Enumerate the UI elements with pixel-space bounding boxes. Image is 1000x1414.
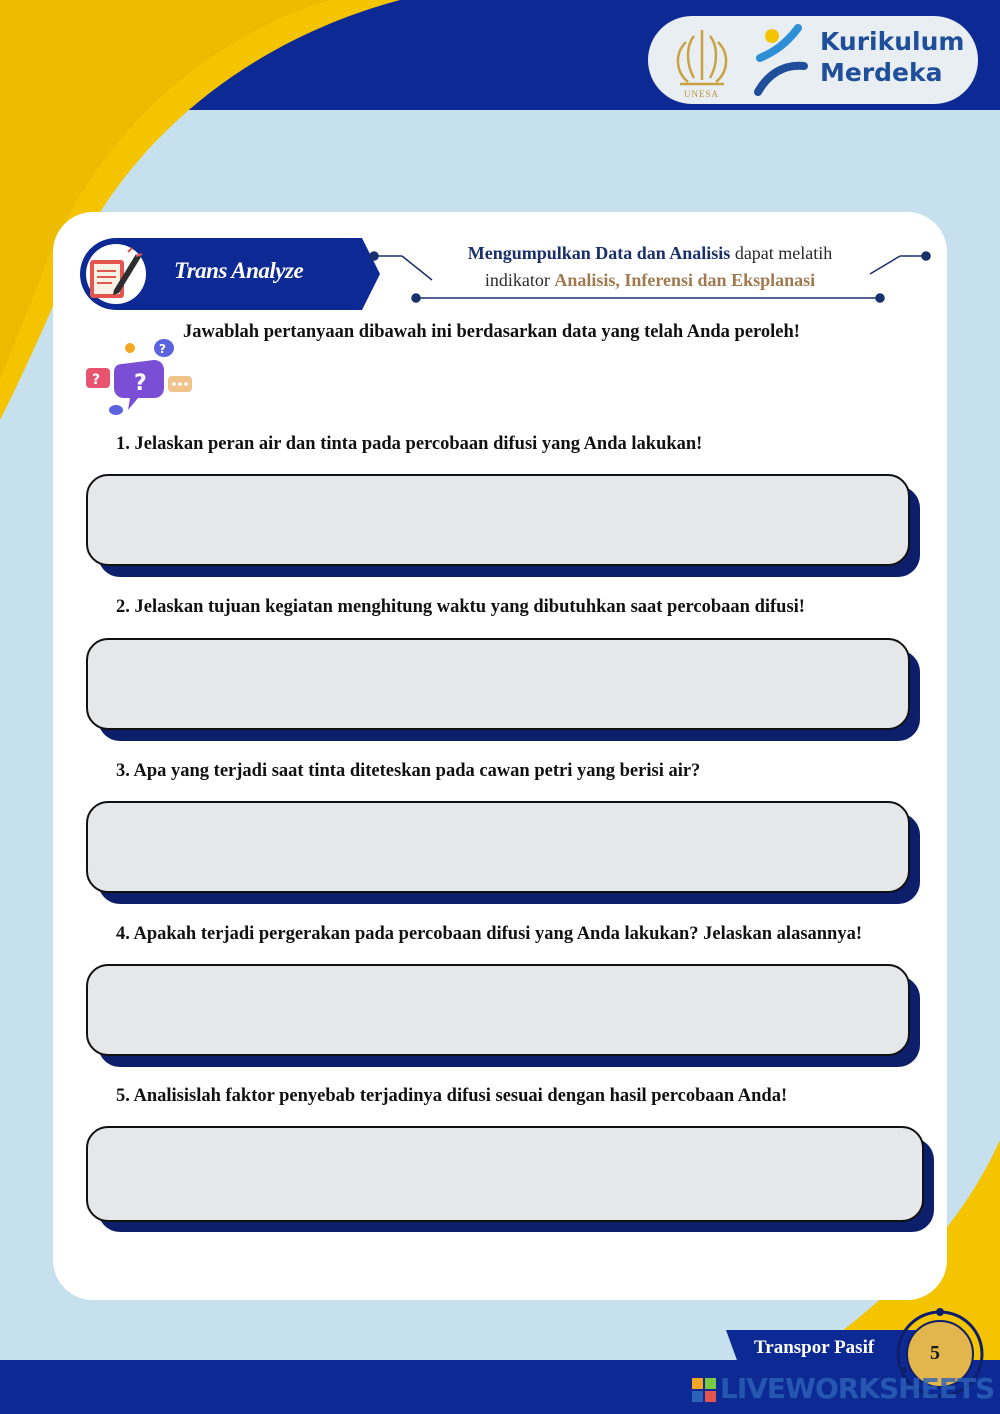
answer-5-field[interactable] bbox=[86, 1126, 924, 1222]
page-number: 5 bbox=[930, 1342, 940, 1364]
section-title: Trans Analyze bbox=[174, 258, 304, 283]
kurikulum-merdeka-logo-text: Kurikulum Merdeka bbox=[820, 27, 965, 87]
indicator-text: Mengumpulkan Data dan Analisis dapat melatih indikator Analisis, Inferensi dan Eksplanasi bbox=[467, 243, 833, 290]
answer-1-field[interactable] bbox=[86, 474, 910, 566]
instruction-text: Jawablah pertanyaan dibawah ini berdasarkan data yang telah Anda peroleh! bbox=[183, 322, 800, 342]
question-4: 4. Apakah terjadi pergerakan pada percobaan difusi yang Anda lakukan? Jelaskan alasannya! bbox=[116, 924, 863, 944]
footer-topic: Transpor Pasif bbox=[754, 1337, 875, 1358]
question-5: 5. Analisislah faktor penyebab terjadinya difusi sesuai dengan hasil percobaan Anda! bbox=[116, 1086, 788, 1106]
answer-2-field[interactable] bbox=[86, 638, 910, 730]
question-1: 1. Jelaskan peran air dan tinta pada percobaan difusi yang Anda lakukan! bbox=[116, 434, 703, 454]
unesa-logo-icon bbox=[664, 22, 740, 98]
svg-text:?: ? bbox=[92, 372, 101, 388]
unesa-logo-text: UNESA bbox=[684, 89, 720, 99]
question-2: 2. Jelaskan tujuan kegiatan menghitung waktu yang dibutuhkan saat percobaan difusi! bbox=[116, 597, 805, 617]
question-3: 3. Apa yang terjadi saat tinta diteteskan pada cawan petri yang berisi air? bbox=[116, 761, 701, 781]
watermark: LIVEWORKSHEETS bbox=[720, 1372, 995, 1405]
kurikulum-merdeka-logo-icon bbox=[752, 22, 812, 98]
answer-3-field[interactable] bbox=[86, 801, 910, 893]
question-bubbles-icon bbox=[82, 336, 196, 420]
answer-4-field[interactable] bbox=[86, 964, 910, 1056]
svg-text:?: ? bbox=[134, 371, 147, 396]
svg-text:?: ? bbox=[159, 342, 166, 356]
liveworksheets-logo-icon bbox=[692, 1378, 716, 1402]
notebook-pen-icon bbox=[84, 244, 148, 304]
